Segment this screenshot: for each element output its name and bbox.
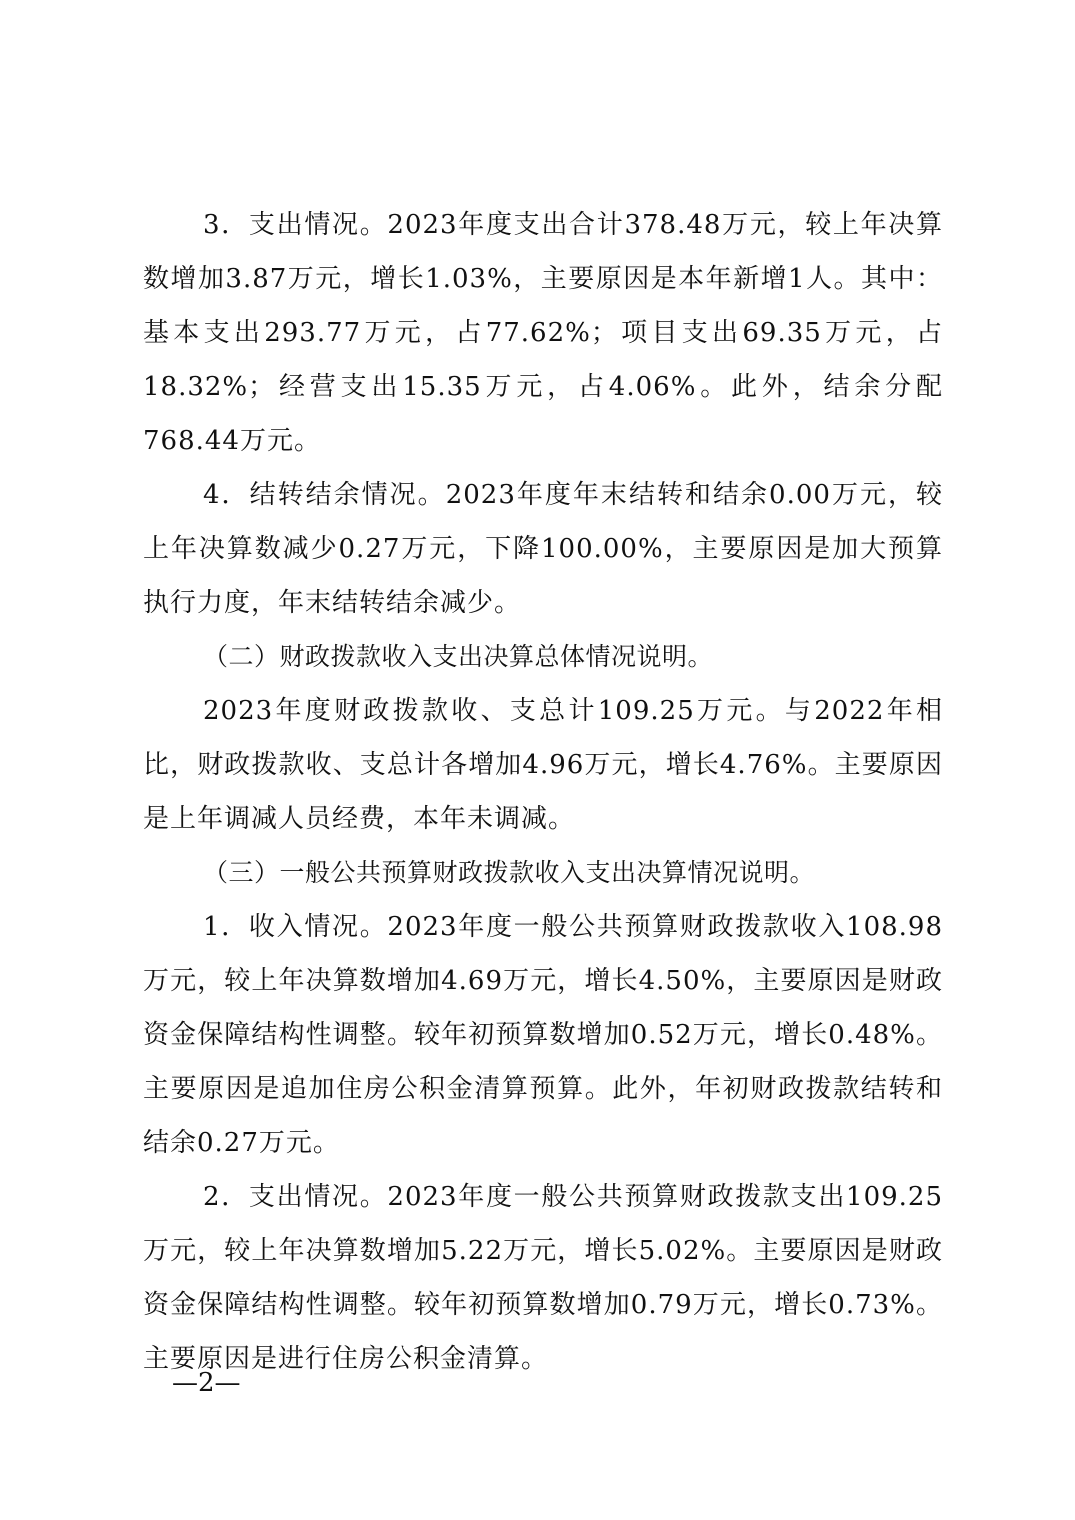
section-heading-fiscal-appropriation: （二）财政拨款收入支出决算总体情况说明。 — [203, 642, 714, 671]
paragraph-general-expenditure: 2．支出情况。2023年度一般公共预算财政拨款支出109.25万元，较上年决算数增加5.22万元，增长5.02%。主要原因是财政资金保障结构性调整。较年初预算数增加0.79万元，增长0.73%。主要原因是进行住房公积金清算。 — [143, 1182, 943, 1374]
page-number: —2— — [172, 1368, 241, 1398]
body-text — [143, 198, 943, 1386]
paragraph-income: 1．收入情况。2023年度一般公共预算财政拨款收入108.98万元，较上年决算数增加4.69万元，增长4.50%，主要原因是财政资金保障结构性调整。较年初预算数增加0.52万元，增长0.48%。主要原因是追加住房公积金清算预算。此外，年初财政拨款结转和结余0.27万元。 — [143, 912, 943, 1158]
section-heading-general-public-budget: （三）一般公共预算财政拨款收入支出决算情况说明。 — [203, 858, 816, 887]
paragraph-carryover: 4．结转结余情况。2023年度年末结转和结余0.00万元，较上年决算数减少0.27万元，下降100.00%，主要原因是加大预算执行力度，年末结转结余减少。 — [143, 480, 943, 618]
paragraph-fiscal-appropriation-total: 2023年度财政拨款收、支总计109.25万元。与2022年相比，财政拨款收、支总计各增加4.96万元，增长4.76%。主要原因是上年调减人员经费，本年未调减。 — [143, 696, 943, 834]
paragraph-expenditure: 3．支出情况。2023年度支出合计378.48万元，较上年决算数增加3.87万元，增长1.03%，主要原因是本年新增1人。其中：基本支出293.77万元，占77.62%；项目支出69.35万元，占18.32%；经营支出15.35万元，占4.06%。此外，结余分配768.44万元。 — [143, 210, 943, 456]
